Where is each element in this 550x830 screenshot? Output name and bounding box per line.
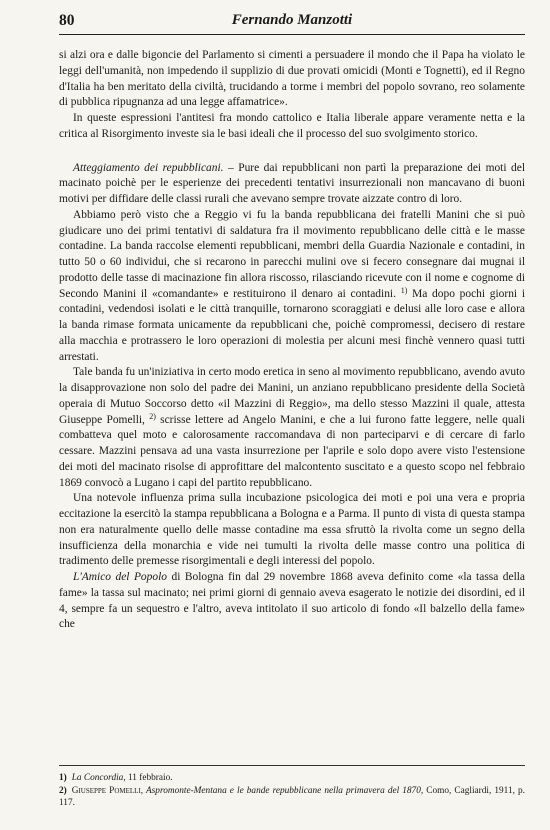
- body-text: [59, 48, 525, 633]
- running-title: Fernando Manzotti: [231, 12, 353, 28]
- paragraph-text: di Bologna fin dal 29 novembre 1868 aveva definito come «la tassa della fame» la tassa sul macinato; nei primi giorni di gennaio aveva esagerato le notizie dei disordini, ed il 4, sempre fa un sequestro e l'altro, aveva intitolato il suo articolo di fondo «Il balzello della fame» che: [59, 571, 525, 631]
- paragraph-text: scrisse lettere ad Angelo Manini, e che a lui furono fatte leggere, nelle quali combatteva quel moto e calorosamente raccomandava di non parteciparvi e di cercare di farlo cessare. Mazzini pensava ad una vasta insurrezione per l'aprile e solo dopo avere visto l'estensione dei moti del macinato risolse di approfittare del malcontento suscitato e a questo scopo nel febbraio 1869 convocò a Lugano i capi del partito repubblicano.: [59, 413, 525, 489]
- footnotes: [59, 765, 525, 810]
- page-header: [59, 12, 525, 35]
- page-number: 80: [59, 12, 75, 29]
- paragraph: [59, 491, 525, 570]
- paragraph-text: Tale banda fu un'iniziativa in certo modo eretica in seno al movimento repubblicano, avendo avuto la disapprovazione non solo del padre dei Manini, un anziano repubblicano presidente della Società operaia di Mutuo Soccorso detto «il Mazzini di Reggio», ma dello stesso Mazzini il quale, attesta Giuseppe Pomelli,: [59, 366, 525, 426]
- footnote-title: Aspromonte-Mentana e le bande repubblicane nella primavera del 1870,: [143, 785, 424, 796]
- paragraph-text: – Pure dai repubblicani non partì la preparazione dei moti del macinato poichè per le esperienze dei precedenti tentativi insurrezionali non mancavano di buoni motivi per diffidare delle classi rurali che avevano sempre trovate aizzate contro di loro.: [59, 161, 525, 205]
- paragraph: [59, 48, 525, 111]
- paragraph-text: In queste espressioni l'antitesi fra mondo cattolico e Italia liberale appare veramente netta e la critica al Risorgimento investe sia le basi ideali che il processo del suo svolgimento storico.: [59, 112, 525, 140]
- paragraph-text: Una notevole influenza prima sulla incubazione psicologica dei moti e poi una vera e propria eccitazione la esercitò la stampa repubblicana a Bologna e a Parma. Il punto di vista di questa stampa non era naturalmente quello delle masse contadine ma essa sfruttò la rivolta come un segno della insufficienza della monarchia e vide nei tumulti la rivolta delle masse contro una politica di tradimento delle premesse risorgimentali e degli interessi del popolo.: [59, 492, 525, 568]
- footnote: [59, 785, 525, 810]
- paragraph: [59, 570, 525, 633]
- footnote-text: Como, Cagliardi, 1911, p. 117.: [59, 785, 525, 808]
- paragraph: [59, 365, 525, 491]
- footnote-number: 2): [59, 785, 67, 796]
- paragraph-text: si alzi ora e dalle bigoncie del Parlamento si cimenti a persuadere il mondo che il Papa ha violato le leggi dell'umanità, non impedendo il supplizio di due provati omicidi (Monti e Tognetti), ed il Regno d'Italia ha ben meritato della civiltà, trucidando a torme i membri del popolo sovrano, reo solamente di pubblica ripugnanza ad una legge affamatrice».: [59, 49, 525, 109]
- newspaper-title: L'Amico del Popolo: [73, 571, 167, 583]
- footnote: [59, 772, 525, 785]
- footnote-author: Giuseppe Pomelli,: [71, 785, 144, 796]
- footnote-ref: 2): [149, 411, 156, 421]
- footnote-title: La Concordia,: [71, 773, 126, 783]
- paragraph: [59, 208, 525, 366]
- section-heading: Atteggiamento dei repubblicani.: [73, 161, 224, 174]
- footnote-number: 1): [59, 773, 67, 783]
- footnote-text: 11 febbraio.: [125, 773, 173, 783]
- section-paragraph: [59, 161, 525, 208]
- paragraph-text: Abbiamo però visto che a Reggio vi fu la banda repubblicana dei fratelli Manini che si può giudicare uno dei primi tentativi di saldatura fra il movimento repubblicano delle città e le masse contadine. La banda raccolse elementi repubblicani, membri della Guardia Nazionale e contadini, in tutto 50 o 60 individui, che si recarono in parecchi mulini ove si fecero consegnare dai mugnai il prodotto delle tasse di macinazione fin allora riscosso, rilasciando ricevute con il nome e cognome di Secondo Manini il «comandante» e restituirono il denaro ai contadini.: [59, 208, 525, 300]
- paragraph-text: Ma dopo pochi giorni i contadini, vedendosi isolati e le città tranquille, tornarono scoraggiati e delusi alle loro case e allora la banda rimase formata unicamente da repubblicani che, poichè compromessi, decisero di restare alla macchia e protrassero le loro operazioni di molestia per alcuni mesi finchè vennero quasi tutti arrestati.: [59, 287, 526, 363]
- paragraph: [59, 111, 525, 143]
- footnote-ref: 1): [400, 285, 408, 295]
